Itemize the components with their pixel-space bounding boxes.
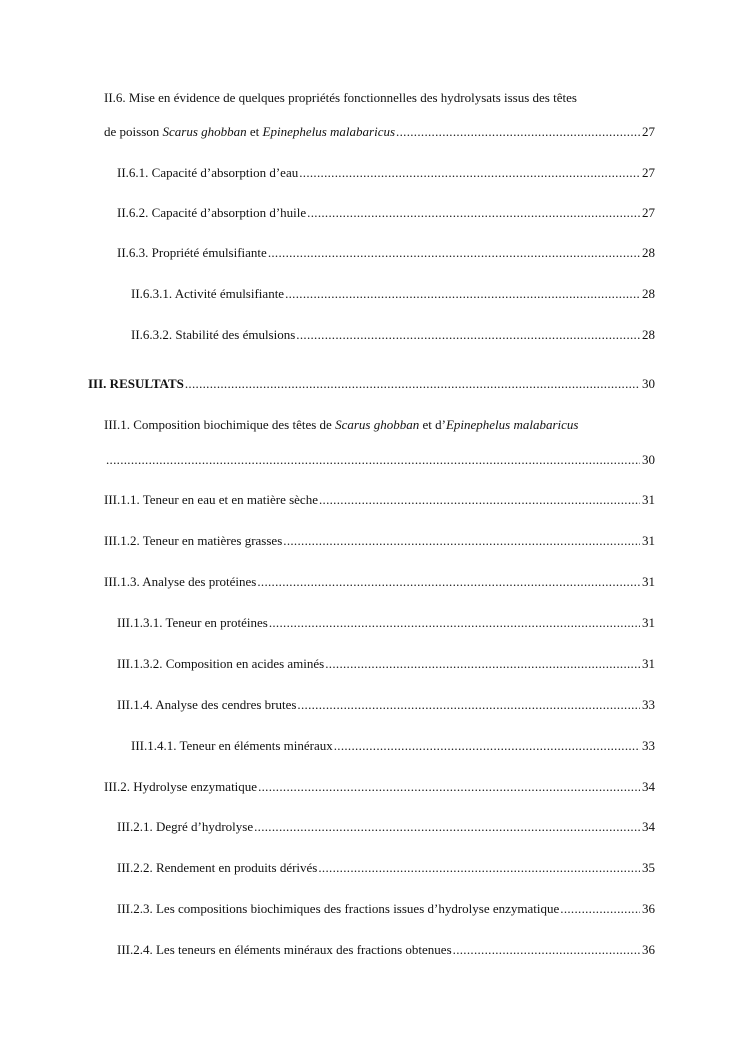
toc-entry-label: III.1.2. Teneur en matières grasses <box>104 533 283 548</box>
dot-leader <box>296 326 640 344</box>
toc-entry-3-1-line2[interactable] <box>106 451 655 469</box>
toc-entry-label: II.6.3. Propriété émulsifiante <box>117 245 267 260</box>
page-number: 31 <box>642 533 655 548</box>
toc-entry-label: III.1.3. Analyse des protéines <box>104 574 257 589</box>
toc-entry-label: III.1.4. Analyse des cendres brutes <box>117 697 297 712</box>
toc-entry[interactable] <box>117 900 655 918</box>
page-number: 27 <box>642 205 655 220</box>
toc-entry[interactable] <box>104 573 655 591</box>
dot-leader <box>319 491 640 509</box>
page-number: 35 <box>642 860 655 875</box>
species-name: Epinephelus malabaricus <box>445 417 579 432</box>
toc-text: et <box>246 124 263 139</box>
dot-leader <box>254 818 640 836</box>
toc-entry-label: II.6.3.1. Activité émulsifiante <box>131 286 285 301</box>
page-number: 30 <box>642 376 655 391</box>
page-number: 36 <box>642 901 655 916</box>
toc-entry-label: III.2.2. Rendement en produits dérivés <box>117 860 318 875</box>
toc-entry[interactable] <box>117 696 655 714</box>
dot-leader <box>297 696 640 714</box>
dot-leader <box>185 375 640 393</box>
toc-entry[interactable] <box>117 655 655 673</box>
toc-entry[interactable] <box>117 164 655 182</box>
toc-entry-2-6-line2[interactable] <box>104 123 655 141</box>
dot-leader <box>257 573 640 591</box>
toc-entry-3-1-line1[interactable] <box>104 416 578 434</box>
toc-entry[interactable] <box>131 285 655 303</box>
dot-leader <box>106 451 640 469</box>
toc-entry[interactable] <box>131 737 655 755</box>
toc-entry[interactable] <box>104 778 655 796</box>
dot-leader <box>268 244 640 262</box>
toc-text: de poisson <box>104 124 163 139</box>
dot-leader <box>283 532 640 550</box>
page-number: 34 <box>642 779 655 794</box>
page-number: 31 <box>642 615 655 630</box>
species-name: Scarus ghobban <box>162 124 247 139</box>
page-number: 36 <box>642 942 655 957</box>
species-name: Scarus ghobban <box>335 417 420 432</box>
toc-section-resultats[interactable] <box>88 375 655 393</box>
toc-entry-label <box>104 123 395 141</box>
toc-entry-label: III.2.4. Les teneurs en éléments minéraux des fractions obtenues <box>117 942 452 957</box>
toc-entry-label: II.6. Mise en évidence de quelques propriétés fonctionnelles des hydrolysats issus des têtes <box>104 90 577 105</box>
toc-entry-label: III.2.1. Degré d’hydrolyse <box>117 819 254 834</box>
toc-entry[interactable] <box>104 532 655 550</box>
page-number: 33 <box>642 697 655 712</box>
dot-leader <box>325 655 640 673</box>
page-number: 28 <box>642 245 655 260</box>
dot-leader <box>299 164 640 182</box>
toc-text: et d’ <box>419 417 446 432</box>
page-number: 34 <box>642 819 655 834</box>
toc-entry[interactable] <box>131 326 655 344</box>
dot-leader <box>453 941 640 959</box>
toc-entry-label: II.6.1. Capacité d’absorption d’eau <box>117 165 299 180</box>
toc-entry-2-6-line1[interactable] <box>104 89 577 107</box>
toc-entry-label: III.2.3. Les compositions biochimiques des fractions issues d’hydrolyse enzymatique <box>117 901 560 916</box>
toc-entry[interactable] <box>117 818 655 836</box>
page-number: 33 <box>642 738 655 753</box>
page-number: 28 <box>642 327 655 342</box>
dot-leader <box>334 737 640 755</box>
toc-section-label: III. RESULTATS <box>88 376 184 391</box>
toc-entry-label: III.1.3.2. Composition en acides aminés <box>117 656 325 671</box>
page-number: 27 <box>642 124 655 139</box>
toc-entry-label: III.1.4.1. Teneur en éléments minéraux <box>131 738 333 753</box>
page-number: 27 <box>642 165 655 180</box>
dot-leader <box>307 204 640 222</box>
dot-leader <box>396 123 640 141</box>
dot-leader <box>318 859 640 877</box>
dot-leader <box>269 614 640 632</box>
toc-entry[interactable] <box>104 491 655 509</box>
toc-entry-label: II.6.2. Capacité d’absorption d’huile <box>117 205 307 220</box>
page-number: 31 <box>642 574 655 589</box>
toc-entry[interactable] <box>117 941 655 959</box>
toc-entry[interactable] <box>117 204 655 222</box>
toc-entry-label: III.1.3.1. Teneur en protéines <box>117 615 268 630</box>
toc-entry[interactable] <box>117 614 655 632</box>
toc-entry-label: III.1.1. Teneur en eau et en matière sèche <box>104 492 318 507</box>
page-number: 31 <box>642 656 655 671</box>
dot-leader <box>560 900 640 918</box>
dot-leader <box>258 778 640 796</box>
page-number: 30 <box>642 452 655 467</box>
species-name: Epinephelus malabaricus <box>262 124 396 139</box>
toc-entry[interactable] <box>117 859 655 877</box>
page-number: 28 <box>642 286 655 301</box>
toc-text: III.1. Composition biochimique des têtes de <box>104 417 336 432</box>
toc-entry-label: III.2. Hydrolyse enzymatique <box>104 779 258 794</box>
toc-entry[interactable] <box>117 244 655 262</box>
page-number: 31 <box>642 492 655 507</box>
toc-entry-label: II.6.3.2. Stabilité des émulsions <box>131 327 296 342</box>
dot-leader <box>285 285 640 303</box>
